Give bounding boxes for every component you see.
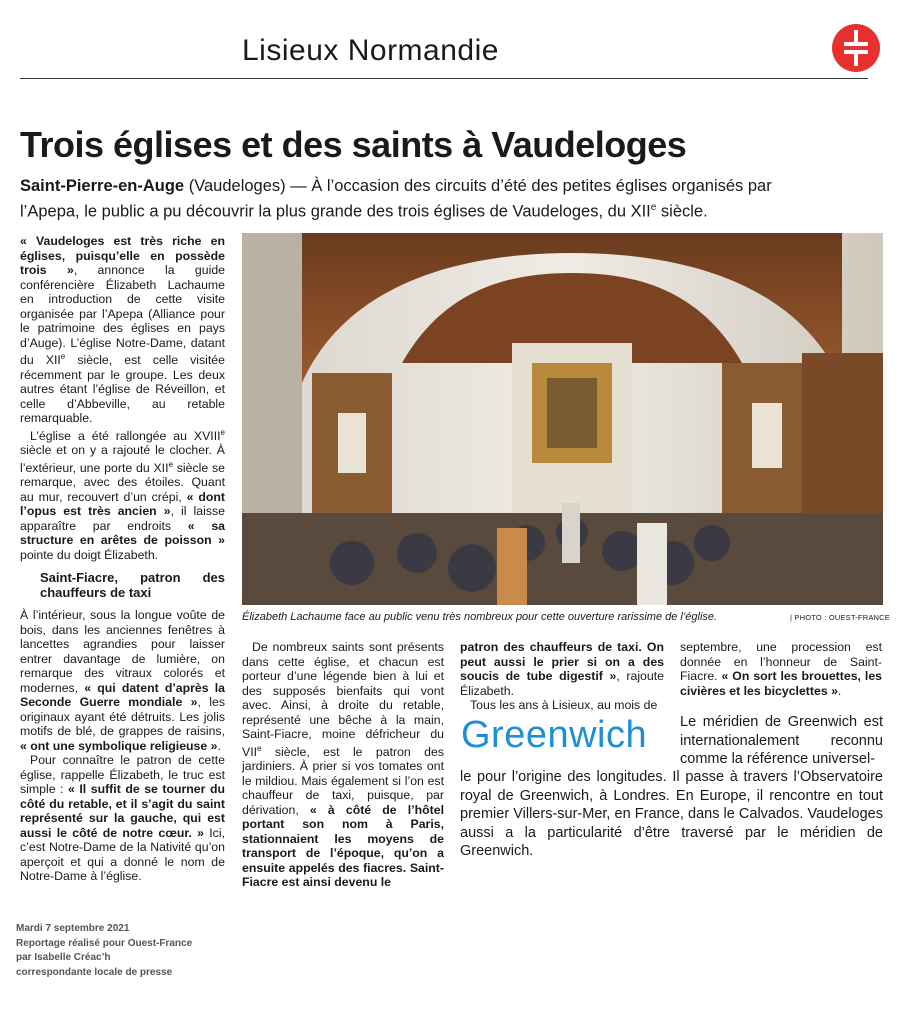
col4-paragraph xyxy=(680,640,882,698)
text: , annonce la guide conférencière Élizabeth Lachaume en introduction de cette visite organisée par l’Apepa (Alliance pour le patrimoine des églises en pays d’Auge). L’église Notre-Dame, datant du XII xyxy=(20,263,226,368)
text: siècle, est celle visitée récemment par le groupe. Les deux autres étant l’église de Réveillon, et celle d’Abbeville, au retable remarquable. xyxy=(20,353,225,426)
text: Ici, c’est Notre-Dame de la Nativité qu’on aperçoit et qui a donné le nom de Notre-Dame à l’église. xyxy=(20,825,225,884)
greenwich-text-bottom: le pour l’origine des longitudes. Il passe à travers l’Observatoire royal de Greenwich, à Londres. En Europe, il rencontre en tout premier Villers-sur-Mer, en France, dans le Calvados. Vaudeloges aussi a la particularité d’être traversé par le méridien de Greenwich. xyxy=(460,769,883,860)
col1-paragraph-4 xyxy=(20,753,225,884)
quote: « Vaudeloges est très riche en églises, puisqu’elle en possède trois » xyxy=(20,234,225,277)
article-headline: Trois églises et des saints à Vaudeloges xyxy=(20,124,687,165)
text: Pour connaître le patron de cette église, rappelle Élizabeth, le truc est simple : xyxy=(20,753,225,797)
lede-text-end: siècle. xyxy=(656,202,708,221)
quote: « sa structure en arêtes de poisson » xyxy=(20,518,226,548)
lede-place: Saint-Pierre-en-Auge xyxy=(20,177,185,195)
sup: e xyxy=(168,459,173,469)
col1-paragraph-3 xyxy=(20,608,225,753)
article-lede xyxy=(20,175,780,223)
text: , il laisse apparaître par endroits xyxy=(20,504,225,533)
footer-date: Mardi 7 septembre 2021 xyxy=(16,923,130,934)
text: L’église a été rallongée au XVIII xyxy=(30,428,221,443)
footer-role: correspondante locale de presse xyxy=(16,966,173,978)
ouest-france-logo-icon xyxy=(832,24,880,72)
quote: patron des chauffeurs de taxi. On peut aussi le prier si on a des soucis de tube digestif » xyxy=(460,640,664,683)
greenwich-text-top: Le méridien de Greenwich est internationalement reconnu comme la référence universel- xyxy=(680,714,883,768)
quote: « Il suffit de se tourner du côté du retable, et il s’agit du saint représenté sur la gauche, qui est aussi le côté de notre cœur. » xyxy=(20,782,225,840)
col2-paragraph xyxy=(242,640,444,890)
greenwich-heading: Greenwich xyxy=(461,714,648,756)
lede-sup: e xyxy=(650,202,657,213)
sup: e xyxy=(257,743,262,753)
lede-text: À l’occasion des circuits d’été des petites églises organisés par l’Apepa, le public a pu découvrir la plus grande des trois églises de Vaudeloges, du XII xyxy=(20,177,772,221)
text: siècle se remarque, avec des étoiles. Quant au mur, recouvert d’un crépi, xyxy=(20,460,225,504)
photo-caption: Élizabeth Lachaume face au public venu très nombreux pour cette ouverture rarissime de l’église. xyxy=(242,611,718,623)
footer-reportage: Reportage réalisé pour Ouest-France xyxy=(16,937,193,949)
text: , les originaux ayant été détruits. Les jolis motifs de blé, de grappes de raisins, xyxy=(20,695,225,739)
lede-paren: (Vaudeloges) — xyxy=(184,177,312,195)
sup: e xyxy=(60,352,66,361)
header-rule xyxy=(20,78,868,79)
col3-paragraph-1 xyxy=(460,640,664,698)
footer-author: par Isabelle Créac’h xyxy=(16,952,111,963)
col1-subhead: Saint-Fiacre, patron des chauffeurs de taxi xyxy=(40,570,225,601)
footer-credits xyxy=(16,922,192,980)
section-title: Lisieux Normandie xyxy=(242,34,499,67)
text: À l’intérieur, sous la longue voûte de bois, dans les anciennes fenêtres à lancettes agrandies pour laisser entrer davantage de lumière, on remarque des vitraux colorés et modernes, xyxy=(20,608,225,695)
col1-paragraph-2 xyxy=(20,426,225,563)
text: pointe du doigt Élizabeth. xyxy=(20,547,159,562)
column-3 xyxy=(460,640,664,713)
col3-paragraph-2: Tous les ans à Lisieux, au mois de xyxy=(470,698,658,712)
text: septembre, une procession est donnée en l’honneur de Saint-Fiacre. xyxy=(680,640,882,683)
text: siècle, est le patron des jardiniers. À prier si vos tomates ont le mildiou. Mais également si l’on est chauffeur de taxi, puisque, par dérivation, xyxy=(242,744,444,817)
text: . xyxy=(837,683,842,698)
sup: e xyxy=(220,427,225,437)
quote: « dont l’opus est très ancien » xyxy=(20,489,225,519)
quote: « qui datent d’après la Seconde Guerre mondiale » xyxy=(20,680,225,710)
text: siècle et on y a rajouté le clocher. À l’extérieur, une porte du XII xyxy=(20,443,225,475)
column-4 xyxy=(680,640,882,698)
church-interior-photo xyxy=(242,233,883,605)
quote: « ont une symbolique religieuse » xyxy=(20,738,218,753)
text: De nombreux saints sont présents dans cette église, et chacun est porteur d’une légende bien à lui et des supposés bienfaits qui vont avec. Ainsi, à droite du retable, représenté une bêche à la main, Saint-Fiacre, moine défricheur du VII xyxy=(242,640,444,759)
column-2 xyxy=(242,640,444,890)
photo-credit: | PHOTO : OUEST-FRANCE xyxy=(790,613,890,622)
quote: « à côté de l’hôtel portant son nom à Paris, stationnaient les moyens de transport de l’époque, qu’on a ensuite appelés des fiacres. Saint-Fiacre est ainsi devenu le xyxy=(242,802,445,890)
text: . xyxy=(217,738,221,753)
col1-paragraph-1 xyxy=(20,234,225,426)
text: , rajoute Élizabeth. xyxy=(460,669,664,698)
quote: « On sort les brouettes, les civières et les bicyclettes » xyxy=(680,669,882,698)
column-1 xyxy=(20,234,225,884)
